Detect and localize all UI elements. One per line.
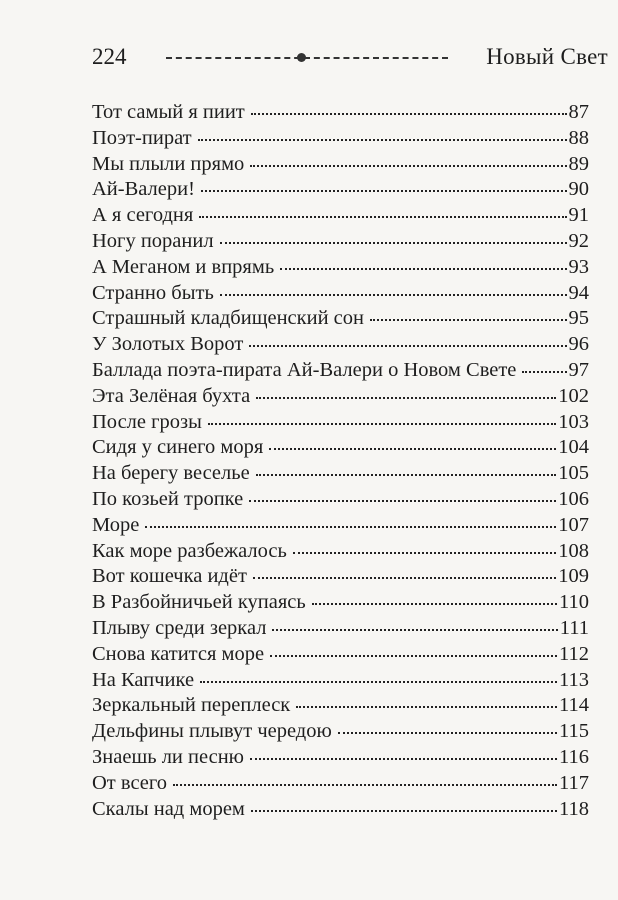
toc-entry-title: Ай-Валери!	[92, 178, 195, 201]
toc-entry-title: Зеркальный переплеск	[92, 694, 291, 717]
toc-dot-leader	[220, 294, 567, 296]
toc-entry-page: 92	[568, 229, 589, 252]
toc-dot-leader	[522, 371, 566, 373]
toc-dot-leader	[251, 113, 567, 115]
toc-entry-title: У Золотых Ворот	[92, 333, 244, 356]
toc-dot-leader	[256, 397, 556, 399]
toc-entry-title: По козьей тропке	[92, 487, 244, 510]
toc-entry-page: 110	[559, 591, 589, 614]
toc-entry	[92, 564, 589, 590]
toc-entry	[92, 590, 589, 616]
toc-entry-page: 93	[568, 255, 589, 278]
toc-dot-leader	[296, 706, 557, 708]
page-number: 224	[92, 44, 127, 69]
toc-entry-title: Плыву среди зеркал	[92, 616, 267, 639]
toc-entry-page: 116	[559, 745, 589, 768]
toc-entry-title: Мы плыли прямо	[92, 152, 245, 175]
toc-entry-page: 89	[568, 152, 589, 175]
toc-entry	[92, 306, 589, 332]
toc-entry-page: 95	[568, 307, 589, 330]
toc-entry-page: 97	[568, 358, 589, 381]
toc-entry-page: 111	[559, 616, 589, 639]
toc-entry-title: От всего	[92, 771, 168, 794]
toc-dot-leader	[249, 345, 566, 347]
toc-entry-title: Баллада поэта-пирата Ай-Валери о Новом Свете	[92, 358, 517, 381]
toc-entry-page: 103	[558, 410, 589, 433]
toc-entry-title: В Разбойничьей купаясь	[92, 591, 306, 614]
toc-entry-page: 88	[568, 126, 589, 149]
toc-dot-leader	[198, 139, 567, 141]
toc-entry-title: После грозы	[92, 410, 202, 433]
toc-entry-page: 113	[559, 668, 589, 691]
toc-dot-leader	[293, 552, 556, 554]
toc-entry-page: 91	[568, 204, 589, 227]
toc-entry-title: Дельфины плывут чередою	[92, 720, 332, 743]
toc-entry	[92, 100, 589, 126]
toc-entry	[92, 410, 589, 436]
toc-entry-page: 96	[568, 333, 589, 356]
running-title: Новый Свет	[486, 44, 608, 69]
toc-dot-leader	[272, 629, 557, 631]
toc-entry	[92, 693, 589, 719]
toc-dot-leader	[251, 810, 557, 812]
toc-entry-page: 117	[559, 771, 589, 794]
toc-dot-leader	[312, 603, 557, 605]
toc-dot-leader	[269, 448, 556, 450]
toc-entry-title: На берегу веселье	[92, 462, 250, 485]
toc-entry	[92, 745, 589, 771]
toc-entry-page: 104	[558, 436, 589, 459]
toc-entry-page: 102	[558, 384, 589, 407]
toc-entry	[92, 229, 589, 255]
toc-entry	[92, 152, 589, 178]
toc-dot-leader	[200, 681, 557, 683]
toc-entry	[92, 126, 589, 152]
toc-entry-page: 90	[568, 178, 589, 201]
toc-entry-title: Страшный кладбищенский сон	[92, 307, 365, 330]
toc-entry-page: 108	[558, 539, 589, 562]
toc-entry-page: 106	[558, 487, 589, 510]
toc-entry-title: А я сегодня	[92, 204, 194, 227]
toc-entry-title: Знаешь ли песню	[92, 745, 244, 768]
toc-dot-leader	[280, 268, 566, 270]
header-rule	[166, 57, 448, 59]
toc-entry	[92, 616, 589, 642]
toc-entry-page: 94	[568, 281, 589, 304]
toc-entry-page: 114	[559, 694, 589, 717]
toc-entry-page: 107	[558, 513, 589, 536]
toc-dot-leader	[173, 784, 557, 786]
toc-entry-page: 105	[558, 462, 589, 485]
toc-dot-leader	[220, 242, 567, 244]
toc-dot-leader	[270, 655, 557, 657]
toc-entry	[92, 332, 589, 358]
toc-entry	[92, 668, 589, 694]
toc-dot-leader	[208, 423, 556, 425]
toc-entry-page: 115	[559, 720, 589, 743]
toc-entry	[92, 461, 589, 487]
toc-entry-title: Странно быть	[92, 281, 214, 304]
toc-entry-title: Эта Зелёная бухта	[92, 384, 251, 407]
toc-entry	[92, 177, 589, 203]
toc-dot-leader	[249, 500, 556, 502]
table-of-contents	[92, 100, 589, 822]
toc-entry-title: Ногу поранил	[92, 229, 214, 252]
toc-dot-leader	[338, 732, 557, 734]
toc-dot-leader	[201, 190, 567, 192]
toc-dot-leader	[250, 758, 557, 760]
toc-entry-title: Скалы над морем	[92, 797, 245, 820]
toc-entry	[92, 771, 589, 797]
toc-entry-title: Вот кошечка идёт	[92, 565, 247, 588]
toc-entry	[92, 281, 589, 307]
toc-entry-title: Тот самый я пиит	[92, 101, 245, 123]
toc-entry-title: На Капчике	[92, 668, 195, 691]
toc-entry-page: 118	[559, 797, 589, 820]
toc-entry	[92, 203, 589, 229]
toc-entry	[92, 797, 589, 823]
toc-entry-page: 87	[568, 101, 589, 123]
toc-dot-leader	[250, 165, 566, 167]
toc-dot-leader	[253, 577, 556, 579]
toc-entry	[92, 539, 589, 565]
toc-dot-leader	[145, 526, 556, 528]
toc-entry-title: Как море разбежалось	[92, 539, 287, 562]
toc-entry	[92, 255, 589, 281]
toc-entry-title: Поэт-пират	[92, 126, 192, 149]
toc-entry	[92, 435, 589, 461]
toc-entry	[92, 719, 589, 745]
toc-entry-page: 109	[558, 565, 589, 588]
toc-dot-leader	[370, 319, 566, 321]
toc-dot-leader	[256, 474, 557, 476]
toc-dot-leader	[199, 216, 566, 218]
toc-entry-title: Сидя у синего моря	[92, 436, 264, 459]
toc-entry-title: Море	[92, 513, 140, 536]
toc-entry-page: 112	[559, 642, 589, 665]
page-header	[92, 40, 608, 74]
toc-entry	[92, 384, 589, 410]
toc-entry	[92, 513, 589, 539]
toc-entry-title: А Меганом и впрямь	[92, 255, 275, 278]
toc-entry	[92, 642, 589, 668]
toc-entry	[92, 487, 589, 513]
header-rule-ornament	[297, 53, 306, 62]
toc-entry	[92, 358, 589, 384]
toc-entry-title: Снова катится море	[92, 642, 265, 665]
